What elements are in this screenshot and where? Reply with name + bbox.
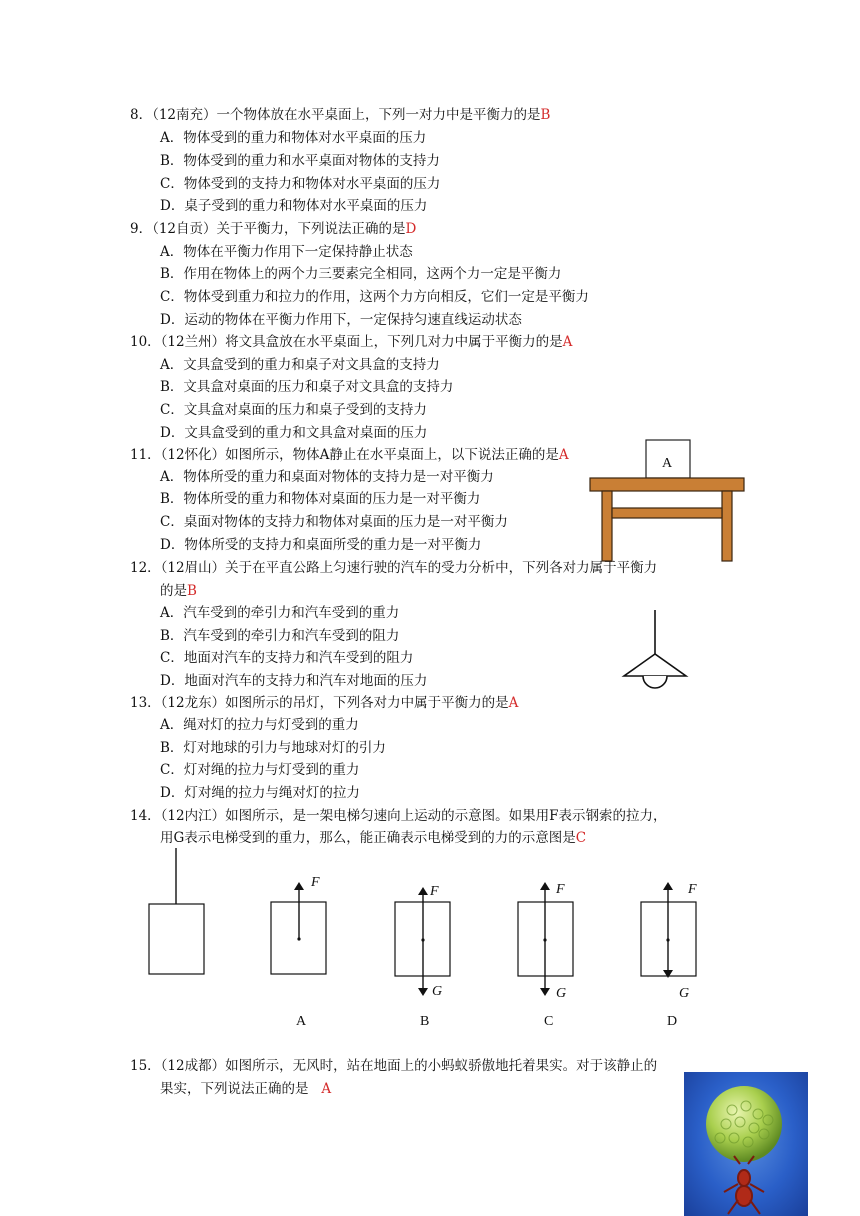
question-8	[130, 106, 550, 124]
force-label-g: G	[556, 986, 567, 1001]
force-label-f: F	[688, 882, 697, 897]
option: D．灯对绳的拉力与绳对灯的拉力	[160, 785, 360, 801]
option: C．物体受到的支持力和物体对水平桌面的压力	[160, 176, 441, 192]
elevator-option-a	[271, 886, 326, 974]
question-9	[130, 220, 416, 238]
question-15	[130, 1057, 657, 1075]
answer: B	[540, 107, 551, 123]
choice-label-d: D	[667, 1014, 678, 1029]
force-label-g: G	[432, 984, 443, 999]
force-label-f: F	[556, 882, 565, 897]
answer: D	[405, 221, 417, 237]
question-text: 12．（12眉山）关于在平直公路上匀速行驶的汽车的受力分析中，下列各对力属于平衡力	[130, 560, 658, 576]
option: B．汽车受到的牵引力和汽车受到的阻力	[160, 628, 400, 644]
choice-label-c: C	[544, 1014, 554, 1029]
question-text: 13．（12龙东）如图所示的吊灯，下列各对力中属于平衡力的是	[130, 695, 509, 711]
option: D．地面对汽车的支持力和汽车对地面的压力	[160, 673, 428, 689]
option: B．物体受到的重力和水平桌面对物体的支持力	[160, 153, 440, 169]
ant-fruit-photo	[684, 1072, 808, 1216]
answer: A	[562, 334, 573, 350]
elevator-option-d	[641, 886, 696, 976]
question-14	[130, 807, 666, 825]
force-label-f: F	[430, 884, 439, 899]
force-label-f: F	[311, 875, 320, 890]
question-13	[130, 694, 518, 712]
ant	[724, 1156, 764, 1214]
answer: B	[187, 583, 197, 599]
option: A．文具盒受到的重力和桌子对文具盒的支持力	[160, 357, 440, 373]
option: C．物体受到重力和拉力的作用，这两个力方向相反，它们一定是平衡力	[160, 289, 589, 305]
question-12	[130, 559, 657, 577]
answer: C	[575, 830, 587, 846]
option: A．绳对灯的拉力与灯受到的重力	[160, 717, 359, 733]
elevator-option-b	[395, 891, 450, 992]
table-top	[590, 478, 744, 491]
table-leg-left	[602, 491, 612, 561]
question-text: 15．（12成都）如图所示，无风时，站在地面上的小蚂蚁骄傲地托着果实。对于该静止的	[130, 1058, 658, 1074]
option: B．灯对地球的引力与地球对灯的引力	[160, 740, 386, 756]
block-label: A	[662, 456, 673, 471]
question-15-continuation: 果实，下列说法正确的是 A	[160, 1081, 332, 1097]
question-text: 10．（12兰州）将文具盒放在水平桌面上，下列几对力中属于平衡力的是	[130, 334, 563, 350]
question-10	[130, 333, 572, 351]
option: A．物体所受的重力和桌面对物体的支持力是一对平衡力	[160, 469, 494, 485]
question-12-continuation: 的是B	[160, 583, 197, 599]
table-leg-right	[722, 491, 732, 561]
question-14-continuation: 用G表示电梯受到的重力，那么，能正确表示电梯受到的力的示意图是C	[160, 830, 587, 846]
elevator-diagram	[140, 846, 720, 1002]
option: C．灯对绳的拉力与灯受到的重力	[160, 762, 360, 778]
question-text: 11．（12怀化）如图所示，物体A静止在水平桌面上，以下说法正确的是	[130, 447, 559, 463]
answer: A	[321, 1081, 332, 1097]
option: D．文具盒受到的重力和文具盒对桌面的压力	[160, 425, 428, 441]
option: D．物体所受的支持力和桌面所受的重力是一对平衡力	[160, 537, 482, 553]
option: B．文具盒对桌面的压力和桌子对文具盒的支持力	[160, 379, 454, 395]
option: A．汽车受到的牵引力和汽车受到的重力	[160, 605, 400, 621]
force-label-g: G	[679, 986, 690, 1001]
option: C．文具盒对桌面的压力和桌子受到的支持力	[160, 402, 427, 418]
question-11	[130, 446, 569, 464]
question-text: 14．（12内江）如图所示，是一架电梯匀速向上运动的示意图。如果用F表示钢索的拉力，	[130, 808, 667, 824]
option: B．物体所受的重力和物体对桌面的压力是一对平衡力	[160, 491, 481, 507]
table-rail	[612, 508, 722, 518]
option: C．桌面对物体的支持力和物体对桌面的压力是一对平衡力	[160, 514, 508, 530]
question-text: 9．（12自贡）关于平衡力，下列说法正确的是	[130, 221, 406, 237]
option: D．运动的物体在平衡力作用下，一定保持匀速直线运动状态	[160, 312, 522, 328]
choice-label-b: B	[420, 1014, 430, 1029]
elevator-option-c	[518, 886, 573, 992]
elevator-with-cable	[149, 848, 204, 974]
hanging-lamp-figure	[620, 610, 690, 692]
option: D．桌子受到的重力和物体对水平桌面的压力	[160, 198, 428, 214]
option: C．地面对汽车的支持力和汽车受到的阻力	[160, 650, 414, 666]
answer: A	[508, 695, 519, 711]
answer: A	[558, 447, 569, 463]
question-text: 8．（12南充）一个物体放在水平桌面上，下列一对力中是平衡力的是	[130, 107, 541, 123]
choice-label-a: A	[296, 1014, 307, 1029]
option: A．物体受到的重力和物体对水平桌面的压力	[160, 130, 427, 146]
option: B．作用在物体上的两个力三要素完全相同，这两个力一定是平衡力	[160, 266, 562, 282]
option: A．物体在平衡力作用下一定保持静止状态	[160, 244, 413, 260]
